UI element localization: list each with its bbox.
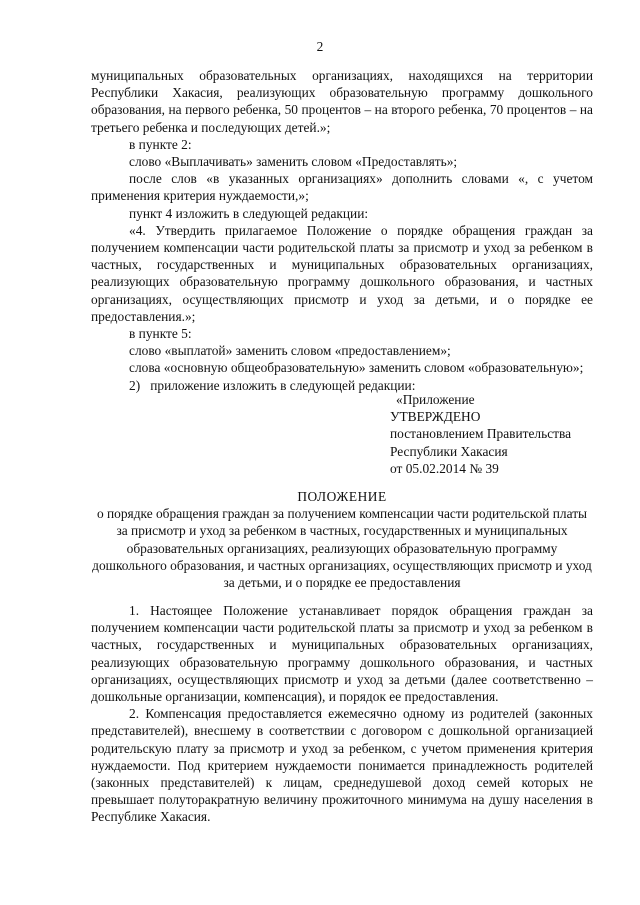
- paragraph-replace-word: слово «Выплачивать» заменить словом «Предоставлять»;: [129, 154, 458, 170]
- item-number: 2): [129, 377, 141, 393]
- paragraph-continuation: муниципальных образовательных организациях, находящихся на территории Республики Хакасия, реализующих образовательную программу дошкольного образования, на первого ребенка, 50 процентов – на второго ребенка, 70 процентов – на третьего ребенка и последующих детей.»;: [91, 68, 593, 135]
- approval-approved: УТВЕРЖДЕНО: [390, 409, 481, 425]
- regulation-body: [91, 602, 593, 826]
- regulation-subtitle: о порядке обращения граждан за получением компенсации части родительской платы за присмотр и уход за ребенком в частных, государственных и муниципальных образовательных организациях, реализующих образовательную программу дошкольного образования, и частных организациях, осуществляющих присмотр и уход за детьми, и о порядке ее предоставления: [92, 506, 592, 591]
- approval-stamp: [390, 391, 610, 477]
- regulation-title: [91, 488, 593, 591]
- approval-republic: Республики Хакасия: [390, 443, 508, 459]
- paragraph-supplement: после слов «в указанных организациях» дополнить словами «, с учетом применения критерия нуждаемости,»;: [91, 171, 593, 204]
- amendments-text: [91, 67, 593, 394]
- item-text: приложение изложить в следующей редакции:: [150, 377, 416, 393]
- paragraph-point-4: пункт 4 изложить в следующей редакции:: [129, 205, 369, 221]
- page-number: 2: [316, 39, 324, 54]
- regulation-heading: ПОЛОЖЕНИЕ: [297, 489, 387, 504]
- approval-resolution: постановлением Правительства: [390, 426, 572, 442]
- approval-appendix: «Приложение: [396, 392, 475, 407]
- regulation-item-2: 2. Компенсация предоставляется ежемесячно одному из родителей (законных представителей), внесшему в соответствии с договором с дошкольной организацией родительскую плату за присмотр и уход за ребенком, с учетом применения критерия нуждаемости. Под критерием нуждаемости понимается принадлежность родителей (законных представителей) к лицам, среднедушевой доход семей которых не превышает полуторакратную величину прожиточного минимума на душу населения в Республике Хакасия.: [91, 706, 593, 825]
- approval-date: от 05.02.2014 № 39: [390, 460, 499, 476]
- paragraph-new-point-4: «4. Утвердить прилагаемое Положение о порядке обращения граждан за получением компенсации части родительской платы за присмотр и уход за ребенком в частных, государственных и муниципальных образовательных организациях, реализующих образовательную программу дошкольного образования, и частных организациях, осуществляющих присмотр и уход за детьми, и о порядке ее предоставления.»;: [91, 222, 593, 324]
- paragraph-replace-payment: слово «выплатой» заменить словом «предоставлением»;: [129, 343, 451, 359]
- paragraph-point-2: в пункте 2:: [129, 136, 192, 152]
- regulation-item-1: 1. Настоящее Положение устанавливает порядок обращения граждан за получением компенсации части родительской платы за присмотр и уход за ребенком в частных, государственных и муниципальных образовательных организациях, реализующих образовательную программу дошкольного образования, и частных организациях, осуществляющих присмотр и уход за детьми (далее соответственно – дошкольные организации, компенсация), и порядок ее предоставления.: [91, 603, 593, 705]
- paragraph-point-5: в пункте 5:: [129, 326, 192, 342]
- paragraph-replace-words: слова «основную общеобразовательную» заменить словом «образовательную»;: [129, 360, 584, 376]
